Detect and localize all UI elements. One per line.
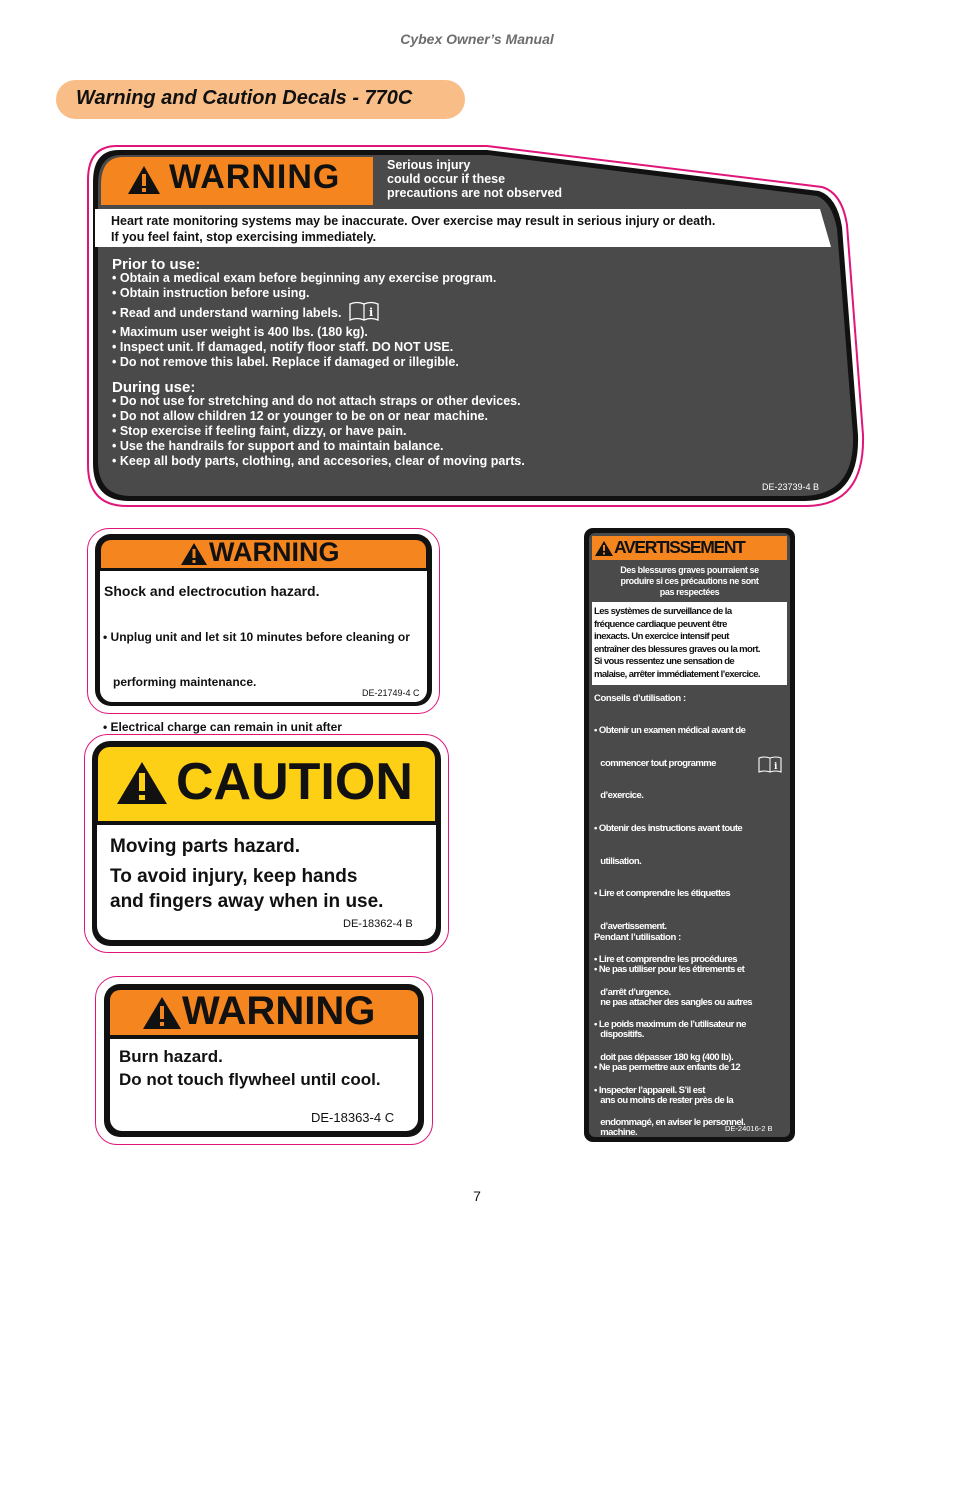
list-item: • Clip E-STOP lanière aux vêtements. [594,1281,741,1293]
list-item-text: • Read and understand warning labels. [112,306,342,320]
list-item: • Do not remove this label. Replace if damaged or illegible. [112,355,459,369]
list-item: ou de l’arrêt du tapis roulant. [594,1248,715,1260]
list-item: • Keep all body parts, clothing, and accesories, clear of moving parts. [112,454,525,468]
caution-part-number: DE-18362-4 B [343,918,413,930]
caution-line: To avoid injury, keep hands [110,866,358,887]
header-message-line: Serious injury [387,158,471,172]
header-message-line: produire si ces précautions ne sont [620,576,759,586]
main-signal-word: WARNING [169,158,341,196]
list-item: • Do not allow children 12 or younger to be on or near machine. [112,409,488,423]
burn-line: Burn hazard. [119,1047,223,1066]
list-item: premières marches lors du démarrage [594,1215,754,1227]
banner-line: fréquence cardiaque peuvent être [594,618,727,630]
section-title-pill [56,80,465,119]
list-item: doit pas dépasser 180 kg (400 lb). [594,1052,734,1063]
list-item: • Lire et comprendre les procédures [594,953,737,965]
list-item: • Do not use for stretching and do not attach straps or other devices. [112,394,521,408]
list-item: vos accessoires éloignés des pièces [594,1356,747,1368]
french-banner-text [594,606,760,682]
list-item: • Ne pas enlever cette étiquette. [594,1313,719,1325]
caution-line: Moving parts hazard. [110,836,301,857]
manual-header: Cybex Owner’s Manual [400,31,554,47]
list-item: utilisation. [594,855,642,867]
svg-text:i: i [774,762,778,772]
list-item: d’exercice. [594,790,644,802]
french-header-message [592,565,787,598]
list-item: mobiles. [594,1389,635,1401]
list-item: roulement avant de descendre. [594,1454,725,1466]
french-part-number: DE-24016-2 B [725,1124,773,1133]
list-item: ne pas attacher des sangles ou autres [594,996,753,1008]
list-item: • Garder votre corps, vos vêtements et [594,1323,747,1335]
banner-line: inexacts. Un exercice intensif peut [594,631,729,643]
list-item: • Unplug unit and let sit 10 minutes before cleaning or [103,630,410,644]
warning-triangle-icon [594,540,614,562]
conseils-heading: Conseils d’utilisation : [594,693,686,704]
shock-part-number: DE-21749-4 C [362,688,420,698]
list-item: Remplacer si endommagé ou illisible. [594,1346,750,1358]
manual-info-icon [349,301,379,325]
list-item: performing maintenance. [103,675,257,689]
header-message-line: precautions are not observed [387,186,563,200]
list-item: • Ne pas permettre aux enfants de 12 [594,1061,741,1073]
list-item: • Ne pas utiliser pour les étirements et [594,963,745,975]
pendant-heading: Pendant l’utilisation : [594,932,681,943]
list-item: • Attendre l’arrêt complet de la bande de [594,1421,753,1433]
caution-decal [84,734,449,953]
prior-list [112,271,496,370]
header-message-line: pas respectées [659,587,720,597]
list-item [112,301,496,325]
warning-triangle-icon [180,542,208,571]
list-item: • Le poids maximum de l’utilisateur ne [594,1019,746,1031]
list-item: faiblesse, un étourdissement ou une [594,1192,746,1204]
shock-warning-decal [87,528,440,734]
header-message-line: could occur if these [387,172,506,186]
shock-signal-word: WARNING [209,537,340,567]
list-item: douleur. [594,1225,633,1237]
prior-heading: Prior to use: [112,256,201,273]
caution-message [110,834,383,914]
warning-triangle-icon [142,996,182,1035]
list-item: • Use the handrails for support and to maintain balance. [112,439,444,453]
burn-message [119,1045,381,1091]
list-item: maintenir l’équilibre. [594,1291,682,1302]
banner-line: If you feel faint, stop exercising immediately. [111,230,377,244]
main-part-number: DE-23739-4 B [762,482,820,492]
burn-warning-decal [95,976,433,1145]
warning-triangle-icon [116,761,168,810]
manual-info-icon [758,756,782,778]
caution-signal-word: CAUTION [176,753,413,811]
banner-line: entraîner des blessures graves ou la mort. [594,643,760,655]
list-item: • Arrêter l’exercice si vous ressentez une [594,1160,756,1172]
list-item: dispositifs. [594,1029,644,1041]
burn-part-number: DE-18363-4 C [311,1110,395,1125]
caution-line: and fingers away when in use. [110,891,384,912]
header-message-line: Des blessures graves pourraient se [620,565,759,575]
list-item: • Utiliser des rampes de soutien pour [594,1258,742,1270]
main-header-message [387,158,562,200]
during-list [112,394,525,469]
list-item: endommagé, en aviser le personnel. [594,1117,746,1129]
french-signal-word: AVERTISSEMENT [614,537,745,557]
list-item: d’arrêt d’urgence. [594,986,671,998]
list-item: • Obtain instruction before using. [112,286,310,300]
list-item: ans ou moins de rester près de la [594,1094,734,1106]
burn-signal-word: WARNING [182,989,376,1033]
pendant-list [594,943,756,1488]
list-item: • Inspect unit. If damaged, notify floor staff. DO NOT USE. [112,340,454,354]
list-item: • Lire et comprendre les étiquettes [594,888,731,900]
warning-triangle-icon [127,165,161,200]
list-item: • Obtenir un examen médical avant de [594,724,746,736]
banner-line: malaise, arrêter immédiatement l’exercice. [594,668,760,680]
list-item: commencer tout programme [594,757,716,769]
banner-line: Les systèmes de surveillance de la [594,606,732,617]
page-number: 7 [473,1188,481,1204]
french-warning-decal [584,528,795,1466]
main-banner-text [111,213,715,245]
main-warning-decal [87,145,865,507]
list-item: • Inspecter l’appareil. S’il est [594,1084,705,1096]
list-item: • Electrical charge can remain in unit after [103,720,342,734]
list-item: • Stop exercise if feeling faint, dizzy, or have pain. [112,424,407,438]
list-item: • Obtenir des instructions avant toute [594,822,743,834]
section-title: Warning and Caution Decals - 770C [76,87,413,109]
list-item: machine. [594,1127,638,1139]
burn-line: Do not touch flywheel until cool. [119,1070,381,1089]
list-item: • Maximum user weight is 400 lbs. (180 kg). [112,325,368,339]
shock-heading: Shock and electrocution hazard. [104,583,320,599]
list-item: • Obtain a medical exam before beginning any exercise program. [112,271,497,285]
banner-line: Si vous ressentez une sensation de [594,656,735,668]
banner-line: Heart rate monitoring systems may be inaccurate. Over exercise may result in serious injury or death. [111,214,716,228]
svg-text:i: i [368,306,374,319]
list-item: • Placer vos pieds sur les deux [594,1182,716,1194]
during-heading: During use: [112,379,196,396]
list-item: d’avertissement. [594,921,667,933]
list-item: NE PAS UTILISER. [594,1150,675,1162]
